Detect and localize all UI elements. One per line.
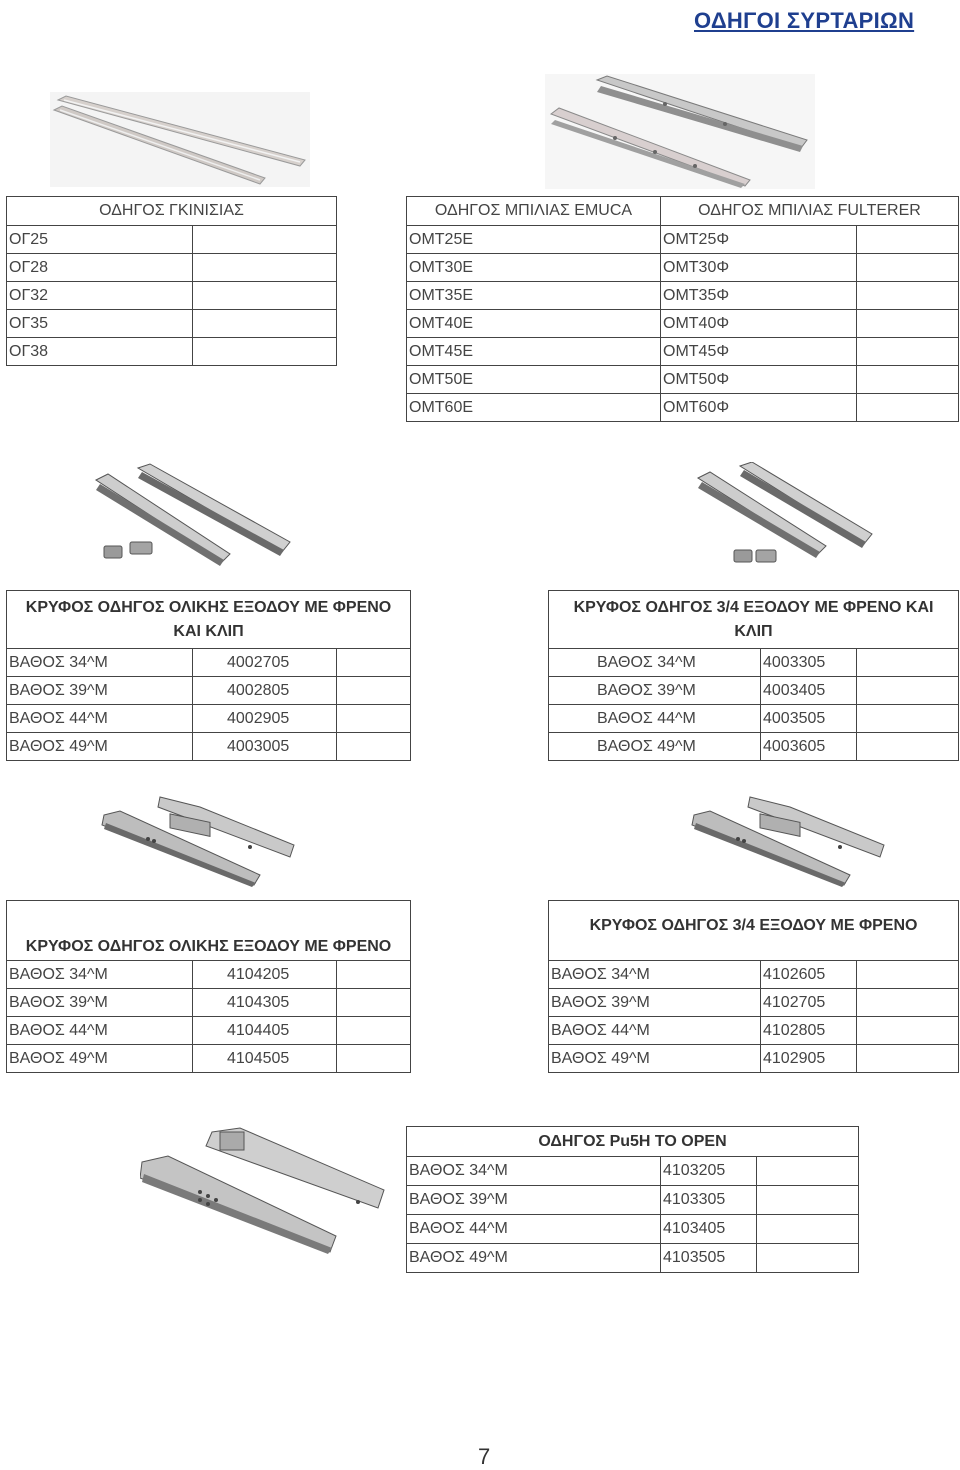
- push-to-open-slide-photo: [140, 1126, 390, 1256]
- table-cell: ΒΑΘΟΣ 49^Μ: [7, 1045, 193, 1073]
- table-cell: ΟΓ32: [7, 282, 193, 310]
- table-cell: ΒΑΘΟΣ 34^Μ: [549, 961, 761, 989]
- table-cell: ΟΜΤ45Ε: [407, 338, 661, 366]
- table-cell: ΟΓ35: [7, 310, 193, 338]
- table-cell: 4003305: [761, 649, 857, 677]
- table-header-fulterer: ΟΔΗΓΟΣ ΜΠΙΛΙΑΣ FULTERER: [661, 197, 959, 226]
- table-cell: ΒΑΘΟΣ 39^Μ: [407, 1186, 661, 1215]
- table-header: [549, 591, 959, 649]
- table-cell: [857, 394, 959, 422]
- table-cell: 4002805: [193, 677, 337, 705]
- table-cell: ΒΑΘΟΣ 44^Μ: [549, 1017, 761, 1045]
- table-3-4-brake: [548, 900, 959, 1073]
- table-cell: ΟΜΤ60Φ: [661, 394, 857, 422]
- table-header: ΟΔΗΓΟΣ Pu5H TO OPEN: [407, 1127, 859, 1157]
- table-cell: [857, 366, 959, 394]
- table-cell: [337, 649, 411, 677]
- table-cell: [857, 733, 959, 761]
- table-cell: [857, 961, 959, 989]
- table-cell: [193, 338, 337, 366]
- table-cell: [193, 254, 337, 282]
- table-cell: ΟΜΤ50Ε: [407, 366, 661, 394]
- table-cell: ΟΜΤ25Ε: [407, 226, 661, 254]
- table-header-line1: ΚΡΥΦΟΣ ΟΔΗΓΟΣ ΟΛΙΚΗΣ ΕΞΟΔΟΥ ΜΕ ΦΡΕΝΟ: [25, 598, 392, 616]
- table-cell: ΟΜΤ35Ε: [407, 282, 661, 310]
- table-cell: [757, 1244, 859, 1273]
- page-title: ΟΔΗΓΟΙ ΣΥΡΤΑΡΙΩΝ: [694, 8, 915, 33]
- table-cell: ΒΑΘΟΣ 39^Μ: [549, 989, 761, 1017]
- table-push-to-open: [406, 1126, 859, 1273]
- table-cell: 4002905: [193, 705, 337, 733]
- table-cell: 4103205: [661, 1157, 757, 1186]
- table-cell: [193, 310, 337, 338]
- table-cell: [337, 705, 411, 733]
- table-cell: ΒΑΘΟΣ 49^Μ: [7, 733, 193, 761]
- table-3-4-brake-clip: [548, 590, 959, 761]
- table-cell: [193, 226, 337, 254]
- table-header-emuca: ΟΔΗΓΟΣ ΜΠΙΛΙΑΣ EMUCA: [407, 197, 661, 226]
- table-cell: [757, 1157, 859, 1186]
- table-cell: 4102805: [761, 1017, 857, 1045]
- table-cell: [337, 989, 411, 1017]
- table-cell: [857, 705, 959, 733]
- table-cell: [337, 1045, 411, 1073]
- table-cell: 4102705: [761, 989, 857, 1017]
- table-cell: 4103405: [661, 1215, 757, 1244]
- table-cell: ΒΑΘΟΣ 49^Μ: [549, 1045, 761, 1073]
- table-cell: ΟΜΤ40Φ: [661, 310, 857, 338]
- table-cell: ΒΑΘΟΣ 44^Μ: [7, 1017, 193, 1045]
- table-cell: 4003005: [193, 733, 337, 761]
- table-cell: ΒΑΘΟΣ 39^Μ: [549, 677, 761, 705]
- table-full-brake-clip: [6, 590, 411, 761]
- table-cell: [857, 1017, 959, 1045]
- table-cell: ΟΜΤ35Φ: [661, 282, 857, 310]
- table-cell: [193, 282, 337, 310]
- table-cell: 4003605: [761, 733, 857, 761]
- table-cell: [337, 1017, 411, 1045]
- table-cell: 4104405: [193, 1017, 337, 1045]
- table-cell: ΒΑΘΟΣ 34^Μ: [549, 649, 761, 677]
- drawer-slide-photo: [50, 92, 310, 187]
- table-cell: ΟΜΤ50Φ: [661, 366, 857, 394]
- table-header-line1: ΚΡΥΦΟΣ ΟΔΗΓΟΣ 3/4 ΕΞΟΔΟΥ ΜΕ ΦΡΕΝΟ ΚΑΙ: [573, 598, 934, 616]
- table-cell: ΟΓ25: [7, 226, 193, 254]
- concealed-slide-3-4-brake-photo: [690, 795, 890, 887]
- table-cell: ΟΓ28: [7, 254, 193, 282]
- table-cell: 4103505: [661, 1244, 757, 1273]
- table-cell: [337, 961, 411, 989]
- table-cell: 4103305: [661, 1186, 757, 1215]
- table-cell: ΒΑΘΟΣ 44^Μ: [549, 705, 761, 733]
- table-cell: 4002705: [193, 649, 337, 677]
- table-cell: ΒΑΘΟΣ 39^Μ: [7, 677, 193, 705]
- table-cell: ΒΑΘΟΣ 34^Μ: [7, 649, 193, 677]
- table-cell: 4003405: [761, 677, 857, 705]
- table-cell: 4102605: [761, 961, 857, 989]
- concealed-slide-3-4-brake-clip-photo: [690, 462, 880, 574]
- table-cell: ΒΑΘΟΣ 44^Μ: [407, 1215, 661, 1244]
- table-cell: [857, 338, 959, 366]
- table-cell: 4104505: [193, 1045, 337, 1073]
- table-cell: [857, 989, 959, 1017]
- table-cell: ΟΜΤ40Ε: [407, 310, 661, 338]
- table-cell: ΒΑΘΟΣ 34^Μ: [7, 961, 193, 989]
- concealed-slide-brake-photo: [100, 795, 300, 887]
- table-cell: ΟΜΤ60Ε: [407, 394, 661, 422]
- table-cell: ΒΑΘΟΣ 49^Μ: [407, 1244, 661, 1273]
- table-cell: [857, 649, 959, 677]
- table-header: [7, 591, 411, 649]
- table-cell: 4003505: [761, 705, 857, 733]
- table-cell: [857, 677, 959, 705]
- table-cell: [757, 1215, 859, 1244]
- table-cell: [857, 254, 959, 282]
- table-cell: ΟΜΤ25Φ: [661, 226, 857, 254]
- table-gkinisias: [6, 196, 337, 366]
- table-header: ΟΔΗΓΟΣ ΓΚΙΝΙΣΙΑΣ: [7, 197, 337, 226]
- table-cell: [857, 1045, 959, 1073]
- table-header-line2: ΚΛΙΠ: [734, 622, 773, 640]
- table-header-line2: ΚΑΙ ΚΛΙΠ: [173, 622, 244, 640]
- table-cell: ΒΑΘΟΣ 49^Μ: [549, 733, 761, 761]
- table-cell: ΒΑΘΟΣ 44^Μ: [7, 705, 193, 733]
- table-cell: ΟΓ38: [7, 338, 193, 366]
- page-number: 7: [478, 1444, 491, 1469]
- table-cell: ΒΑΘΟΣ 39^Μ: [7, 989, 193, 1017]
- table-cell: ΟΜΤ30Ε: [407, 254, 661, 282]
- table-cell: 4104205: [193, 961, 337, 989]
- table-header: ΚΡΥΦΟΣ ΟΔΗΓΟΣ ΟΛΙΚΗΣ ΕΞΟΔΟΥ ΜΕ ΦΡΕΝΟ: [7, 901, 411, 961]
- table-cell: [857, 282, 959, 310]
- table-cell: 4102905: [761, 1045, 857, 1073]
- table-cell: [757, 1186, 859, 1215]
- table-cell: 4104305: [193, 989, 337, 1017]
- table-cell: [857, 226, 959, 254]
- table-cell: [337, 733, 411, 761]
- table-cell: ΒΑΘΟΣ 34^Μ: [407, 1157, 661, 1186]
- table-cell: ΟΜΤ30Φ: [661, 254, 857, 282]
- table-header: ΚΡΥΦΟΣ ΟΔΗΓΟΣ 3/4 ΕΞΟΔΟΥ ΜΕ ΦΡΕΝΟ: [549, 901, 959, 961]
- table-cell: ΟΜΤ45Φ: [661, 338, 857, 366]
- table-full-brake: [6, 900, 411, 1073]
- table-cell: [337, 677, 411, 705]
- ball-bearing-slide-photo: [545, 74, 815, 189]
- concealed-slide-brake-clip-photo: [90, 462, 300, 574]
- table-cell: [857, 310, 959, 338]
- table-mpilias: [406, 196, 959, 422]
